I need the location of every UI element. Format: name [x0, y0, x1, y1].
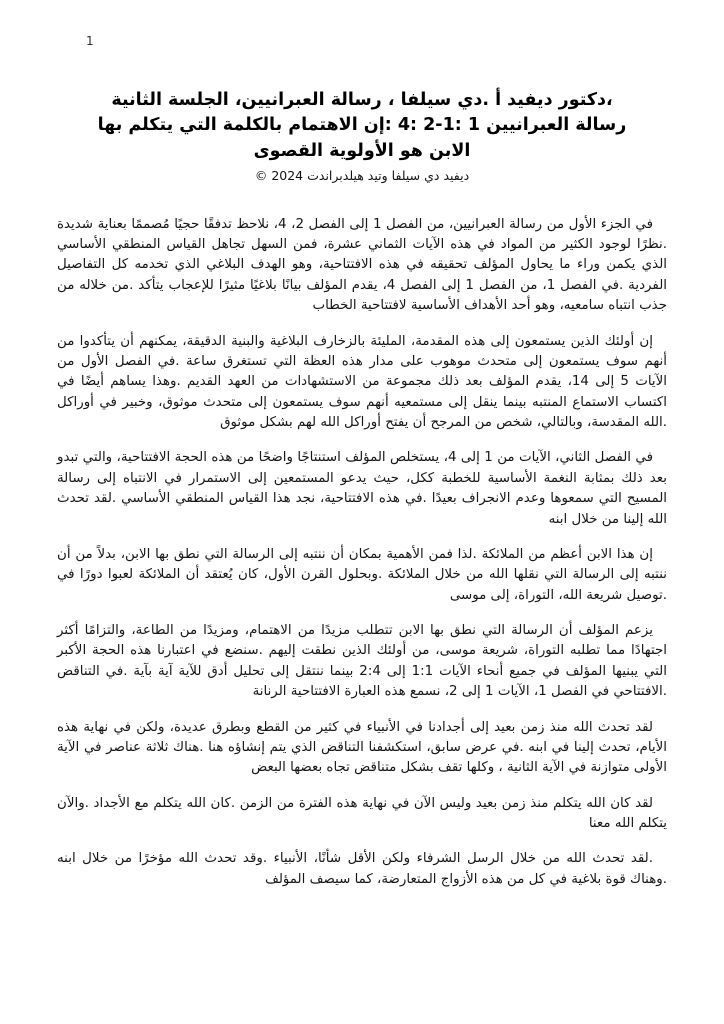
page-number: 1 [86, 34, 94, 48]
paragraph-6: لقد تحدث الله منذ زمن بعيد إلى أجدادنا في الأنبياء في كثير من القطع وبطرق عديدة، ولكن في نهاية هذه الأيام، تحدث إلينا في ابنه .في عرض سابق، استكشفنا التناقض الذي يتم إنشاؤه هنا .هناك ثلاثة عناصر في الآية الأولى متوازنة في الآية الثانية ، وكلها تقف بشكل متناقض تجاه بعضها البعض [57, 719, 667, 776]
document-title-line-2: رسالة العبرانيين 1 :1-2 :4 :إن الاهتمام بالكلمة التي يتكلم بها [97, 115, 627, 136]
document-byline: ديفيد دي سيلفا وتيد هيلدبراندت 2024 © [254, 168, 470, 184]
paragraph-5: يزعم المؤلف أن الرسالة التي نطق بها الابن تتطلب مزيدًا من الاهتمام، ومزيدًا من الطاعة، والتزامًا أكثر اجتهادًا مما تطلبه التوراة، شريعة موسى، من أولئك الذين نطقت إليهم .سنضع في اعتبارنا هذه الحجة الأكبر التي يبنيها المؤلف في جميع أنحاء الآيات 1:1 إلى 2:4 بينما ننتقل إلى تحليل أدق للآية آية بآية .في التناقض .الافتتاحي في الفصل 1، الآيات 1 إلى 2، نسمع هذه العبارة الافتتاحية الرنانة [57, 623, 667, 700]
document-title-line-1: ،دكتور ديفيد أ .دي سيلفا ، رسالة العبرانيين، الجلسة الثانية [111, 90, 613, 110]
paragraph-1: في الجزء الأول من رسالة العبرانيين، من الفصل 1 إلى الفصل 2، 4، نلاحظ تدفقًا حجيًا مُصممًا بعناية شديدة .نظرًا لوجود الكثير من المواد في هذه الآيات الثماني عشرة، فمن السهل تجاهل القياس المنطقي الأساسي الذي يكمن وراء ما يحاول المؤلف تحقيقه في هذه الافتتاحية، وهو الهدف البلاغي الذي تخدمه كل التفاصيل الفردية .في الفصل 1، من الفصل 1 إلى الفصل 4، يقدم المؤلف بيانًا بلاغيًا مثيرًا للإعجاب يتأكد .من خلاله من جذب انتباه سامعيه، وهو أحد الأهداف الأساسية لافتتاحية الخطاب [57, 216, 667, 314]
document-header [57, 88, 667, 185]
paragraph-4: إن هذا الابن أعظم من الملائكة .لذا فمن الأهمية بمكان أن ننتبه إلى الرسالة التي نطق بها الابن، بدلاً من أن ننتبه إلى الرسالة التي نقلها الله من خلال الملائكة .وبحلول القرن الأول، كان يُعتقد أن الملائكة لعبوا دورًا في .توصيل شريعة الله، التوراة، إلى موسى [57, 546, 667, 603]
paragraph-3: في الفصل الثاني، الآيات من 1 إلى 4، يستخلص المؤلف استنتاجًا واضحًا من هذه الحجة الافتتاحية، والتي تبدو بعد ذلك بمثابة النغمة الأساسية للخطبة ككل، حيث يدعو المستمعين إلى الاستمرار في الانتباه إلى رسالة المسيح التي سمعوها وعدم الانجراف بعيدًا .في هذه الافتتاحية، نجد هذا القياس المنطقي الأساسي .لقد تحدث الله إلينا من خلال ابنه [57, 450, 667, 527]
document-body [57, 215, 667, 891]
paragraph-8: .لقد تحدث الله من خلال الرسل الشرفاء ولكن الأقل شأنًا، الأنبياء .وقد تحدث الله مؤخرًا من خلال ابنه .وهناك قوة بلاغية في كل من هذه الأزواج المتعارضة، كما سيصف المؤلف [57, 851, 667, 887]
document-title-line-3: الابن هو الأولوية القصوى [253, 140, 471, 161]
paragraph-2: إن أولئك الذين يستمعون إلى هذه المقدمة، المليئة بالزخارف البلاغية والبنية الدقيقة، يمكنهم أن يتأكدوا من أنهم سوف يستمعون إلى متحدث موهوب على مدار هذه العظة التي تستغرق ساعة .في الفصل الأول من الآيات 5 إلى 14، يقدم المؤلف بعد ذلك مجموعة من الاستشهادات من العهد القديم .وهذا يساهم أيضًا في اكتساب الاستماع المنتبه بينما ينقل إلى مستمعيه أنهم سوف يستمعون إلى متحدث موثوق، وخبير في أوراكل .الله المقدسة، وبالتالي، شخص من المرجح أن يفتح أوراكل الله لهم بشكل موثوق [57, 333, 667, 430]
paragraph-7: لقد كان الله يتكلم منذ زمن بعيد وليس الآن في نهاية هذه الفترة من الزمن .كان الله يتكلم مع الأجداد .والآن يتكلم الله معنا [57, 795, 667, 831]
